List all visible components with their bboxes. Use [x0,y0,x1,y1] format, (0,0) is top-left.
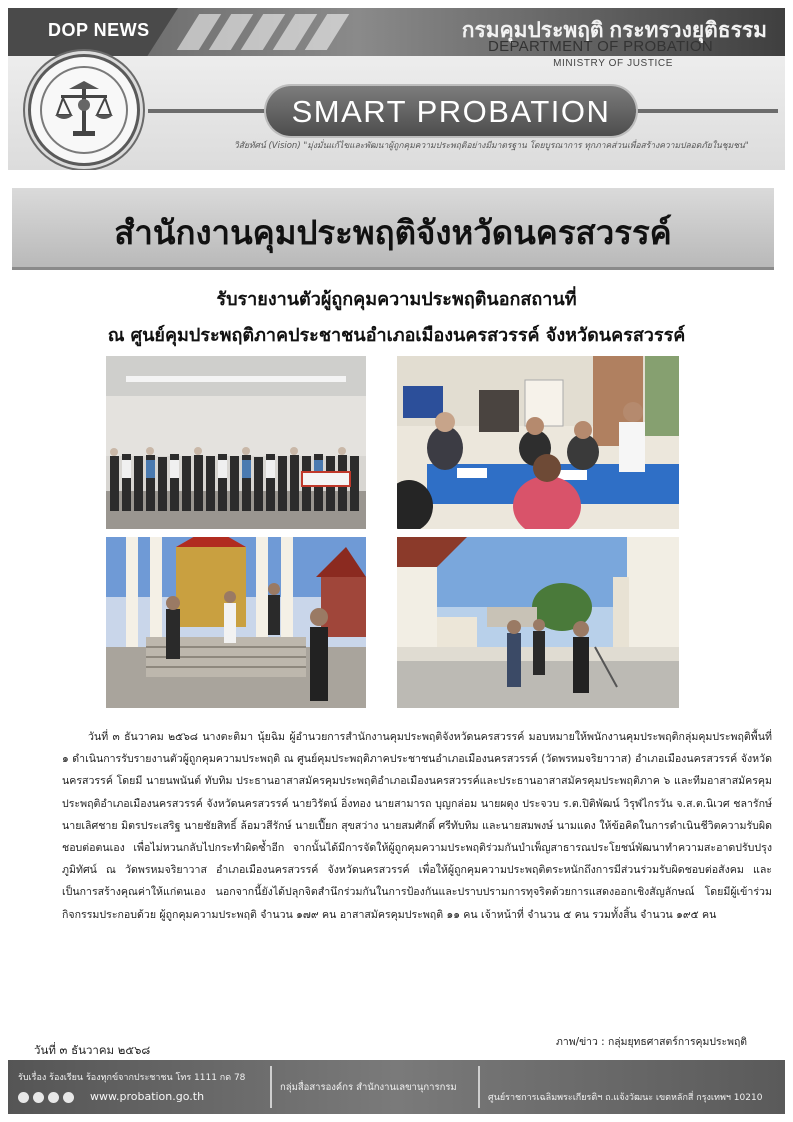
photo-group-ceremony [106,356,366,529]
ministry-name-english: MINISTRY OF JUSTICE [553,58,673,69]
x-icon[interactable] [33,1092,44,1103]
photo-news-credit: ภาพ/ข่าว : กลุ่มยุทธศาสตร์การคุมประพฤติ [556,1036,747,1048]
line-icon[interactable] [48,1092,59,1103]
news-headline: รับรายงานตัวผู้ถูกคุมความประพฤตินอกสถานที่ [216,289,577,310]
office-address: ศูนย์ราชการเฉลิมพระเกียรติฯ ถ.แจ้งวัฒนะ เขตหลักสี่ กรุงเทพฯ 10210 [488,1093,763,1103]
org-name-thai: กรมคุมประพฤติ กระทรวงยุติธรรม [461,19,767,42]
dop-news-label: DOP NEWS [48,20,150,40]
smart-probation-banner [266,86,636,136]
photo-temple-sweeping [106,537,366,708]
header-banner [8,8,785,170]
photo-report-desk [397,356,679,529]
youtube-icon[interactable] [63,1092,74,1103]
footer-divider [270,1066,272,1108]
vision-statement: วิสัยทัศน์ (Vision) "มุ่งมั่นแก้ไขและพัฒนาผู้ถูกคุมความประพฤติอย่างมีมาตรฐาน โดยบูรณาการ ทุกภาคส่วนเพื่อสร้างความปลอดภัยในชุมชน" [234,141,749,151]
smart-probation-text: SMART PROBATION [291,94,611,129]
facebook-icon[interactable] [18,1092,29,1103]
article-body [62,726,772,926]
publisher-name: กลุ่มสื่อสารองค์กร สำนักงานเลขานุการกรม [280,1082,457,1093]
scales-of-justice-icon [49,75,119,145]
social-icons [18,1092,74,1103]
footer-divider [478,1066,480,1108]
complaint-hotline: รับเรื่อง ร้องเรียน ร้องทุกข์จากประชาชน โทร 1111 กด 78 [18,1073,246,1083]
article-paragraph: วันที่ ๓ ธันวาคม ๒๕๖๘ นางตะติมา นุ้ยฉิม ผู้อำนวยการสำนักงานคุมประพฤติจังหวัดนครสวรรค์ มอบหมายให้พนักงานคุมประพฤติกลุ่มคุมประพฤติพื้นที่ ๑ ดำเนินการรับรายงานตัวผู้ถูกคุมความประพฤติ ณ ศูนย์คุมประพฤติภาคประชาชนอำเภอเมืองนครสวรรค์ (วัดพรหมจริยาวาส) อำเภอเมืองนครสวรรค์ จังหวัดนครสวรรค์ โดยมี นายนพนันต์ ทับทิม ประธานอาสาสมัครคุมประพฤติอำเภอเมืองนครสวรรค์และประธานอาสาสมัครคุมประพฤติภาค ๖ และทีมอาสาสมัครคุมประพฤติอำเภอเมืองนครสวรรค์ จังหวัดนครสวรรค์ นายวิรัตน์ อิ่งทอง นายสามารถ บุญกล่อม นายผดุง ประจวบ ร.ต.ปิติพัฒน์ วิรุฬไกรวัน จ.ส.ต.นิเวศ ชลารักษ์ นายเลิศชาย มิตรประเสริฐ นายชัยสิทธิ์ ล้อมวสีรักษ์ นายเปี๊ยก สุขสว่าง นายสมศักดิ์ ศรีทับทิม และนายสมพงษ์ นามแดง ให้ข้อคิดในการดำเนินชีวิตความรับผิดชอบต่อตนเอง เพื่อไม่หวนกลับไปกระทำผิดซ้ำอีก จากนั้นได้มีการจัดให้ผู้ถูกคุมความประพฤติร่วมกันบำเพ็ญสาธารณประโยชน์พัฒนาทำความสะอาดปรับปรุงภูมิทัศน์ ณ วัดพรหมจริยาวาส อำเภอเมืองนครสวรรค์ จังหวัดนครสวรรค์ เพื่อให้ผู้ถูกคุมความประพฤติตระหนักถึงการมีส่วนร่วมรับผิดชอบต่อสังคม และเป็นการสร้างคุณค่าให้แก่ตนเอง นอกจากนี้ยังได้ปลุกจิตสำนึกร่วมกันในการป้องกันและปราบปรามการทุจริตด้วยการแสดงออกเชิงสัญลักษณ์ โดยมีผู้เข้าร่วมกิจกรรมประกอบด้วย ผู้ถูกคุมความประพฤติ จำนวน ๑๗๙ คน อาสาสมัครคุมประพฤติ ๑๑ คน เจ้าหน้าที่ จำนวน ๕ คน รวมทั้งสิ้น จำนวน ๑๙๕ คน [62,731,772,921]
photo-temple-cleanup [397,537,679,708]
publish-date: วันที่ ๓ ธันวาคม ๒๕๖๘ [34,1043,151,1057]
department-seal-logo [28,54,140,166]
website-link[interactable]: www.probation.go.th [90,1090,205,1103]
header-stripes [178,14,368,50]
office-title-box [12,188,774,270]
dept-name-english: DEPARTMENT OF PROBATION [488,38,713,55]
office-title: สำนักงานคุมประพฤติจังหวัดนครสวรรค์ [114,213,672,252]
page-footer [8,1060,785,1114]
news-location: ณ ศูนย์คุมประพฤติภาคประชาชนอำเภอเมืองนครสวรรค์ จังหวัดนครสวรรค์ [107,325,686,346]
